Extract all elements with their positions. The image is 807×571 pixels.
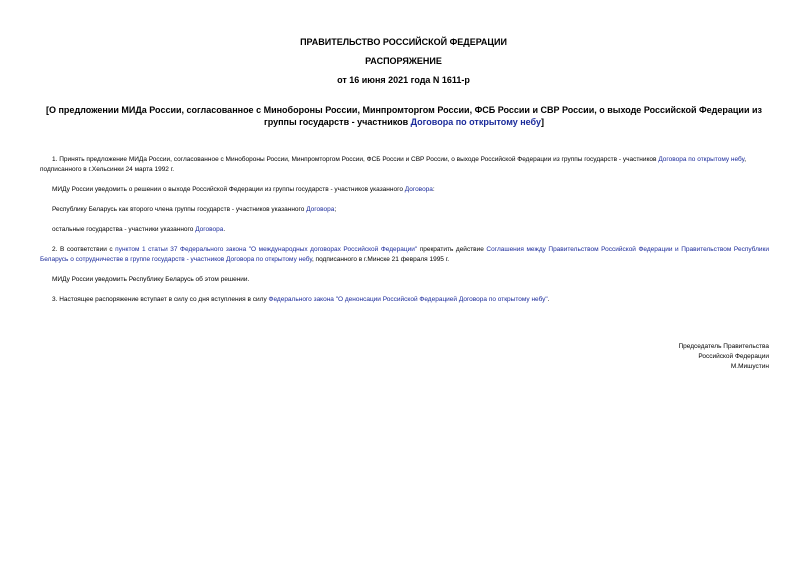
paragraph-3-tail: ; [334, 206, 337, 213]
paragraph-6: МИДу России уведомить Республику Беларусь об этом решении. [52, 276, 250, 283]
government-heading: ПРАВИТЕЛЬСТВО РОССИЙСКОЙ ФЕДЕРАЦИИ [300, 37, 507, 47]
paragraph-4-text: остальные государства - участники указанного [52, 226, 196, 233]
paragraph-2-tail: : [432, 186, 435, 193]
paragraph-3-text: Республику Беларусь как второго члена группы государств - участников указанного [52, 206, 307, 213]
paragraph-2 [40, 185, 769, 195]
title-close-bracket: ] [541, 117, 545, 127]
document-date: от 16 июня 2021 года N 1611-р [337, 75, 470, 85]
paragraph-4-tail: . [223, 226, 226, 233]
title-treaty-link[interactable]: Договора по открытому небу [410, 117, 542, 127]
signature-position: Председатель Правительства [678, 343, 769, 350]
signature-block [569, 342, 769, 372]
paragraph-5-mid: прекратить действие [417, 246, 487, 253]
paragraph-1-tail: , подписанного в г.Хельсинки 24 марта 1992 г. [40, 156, 747, 173]
paragraph-7-text: 3. Настоящее распоряжение вступает в силу со дня вступления в силу [52, 296, 269, 303]
paragraph-7-tail: . [547, 296, 550, 303]
paragraph-1 [40, 155, 769, 175]
paragraph-7 [40, 295, 769, 305]
paragraph-1-text: 1. Принять предложение МИДа России, согласованное с Минобороны России, Минпромторгом России, ФСБ России и СВР России, о выходе Российской Федерации из группы государств - участников [52, 156, 659, 163]
document-body [40, 155, 769, 305]
treaty-link[interactable]: Договора по открытому небу [658, 156, 745, 163]
paragraph-2-text: МИДу России уведомить о решении о выходе Российской Федерации из группы государств - участников указанного [52, 186, 405, 193]
paragraph-5-text: 2. В соответствии с [52, 246, 116, 253]
paragraph-5 [40, 245, 769, 265]
treaty-link[interactable]: Договора [404, 186, 433, 193]
title-open-bracket: [ [46, 105, 49, 115]
document-type: РАСПОРЯЖЕНИЕ [365, 56, 442, 66]
document-title [44, 104, 764, 128]
denunciation-law-link[interactable]: Федерального закона "О денонсации Российской Федерацией Договора по открытому небу" [268, 296, 548, 303]
treaty-link[interactable]: Договора [306, 206, 335, 213]
title-text: О предложении МИДа России, согласованное с Минобороны России, Минпромторгом России, ФСБ России и СВР России, о выходе Российской Федерации из группы государств - участников [49, 105, 762, 127]
agreement-link[interactable]: Соглашения между Правительством Российской Федерации и Правительством Республики Беларусь о сотрудничестве в группе государств - участников Договора по открытому небу [40, 246, 769, 263]
paragraph-3 [40, 205, 769, 215]
signature-organization: Российской Федерации [698, 353, 769, 360]
federal-law-link[interactable]: пунктом 1 статьи 37 Федерального закона "О международных договорах Российской Федерации" [115, 246, 418, 253]
treaty-link[interactable]: Договора [195, 226, 224, 233]
paragraph-5-tail: , подписанного в г.Минске 21 февраля 1995 г. [311, 256, 450, 263]
paragraph-4 [40, 225, 769, 235]
signature-name: М.Мишустин [730, 363, 769, 370]
